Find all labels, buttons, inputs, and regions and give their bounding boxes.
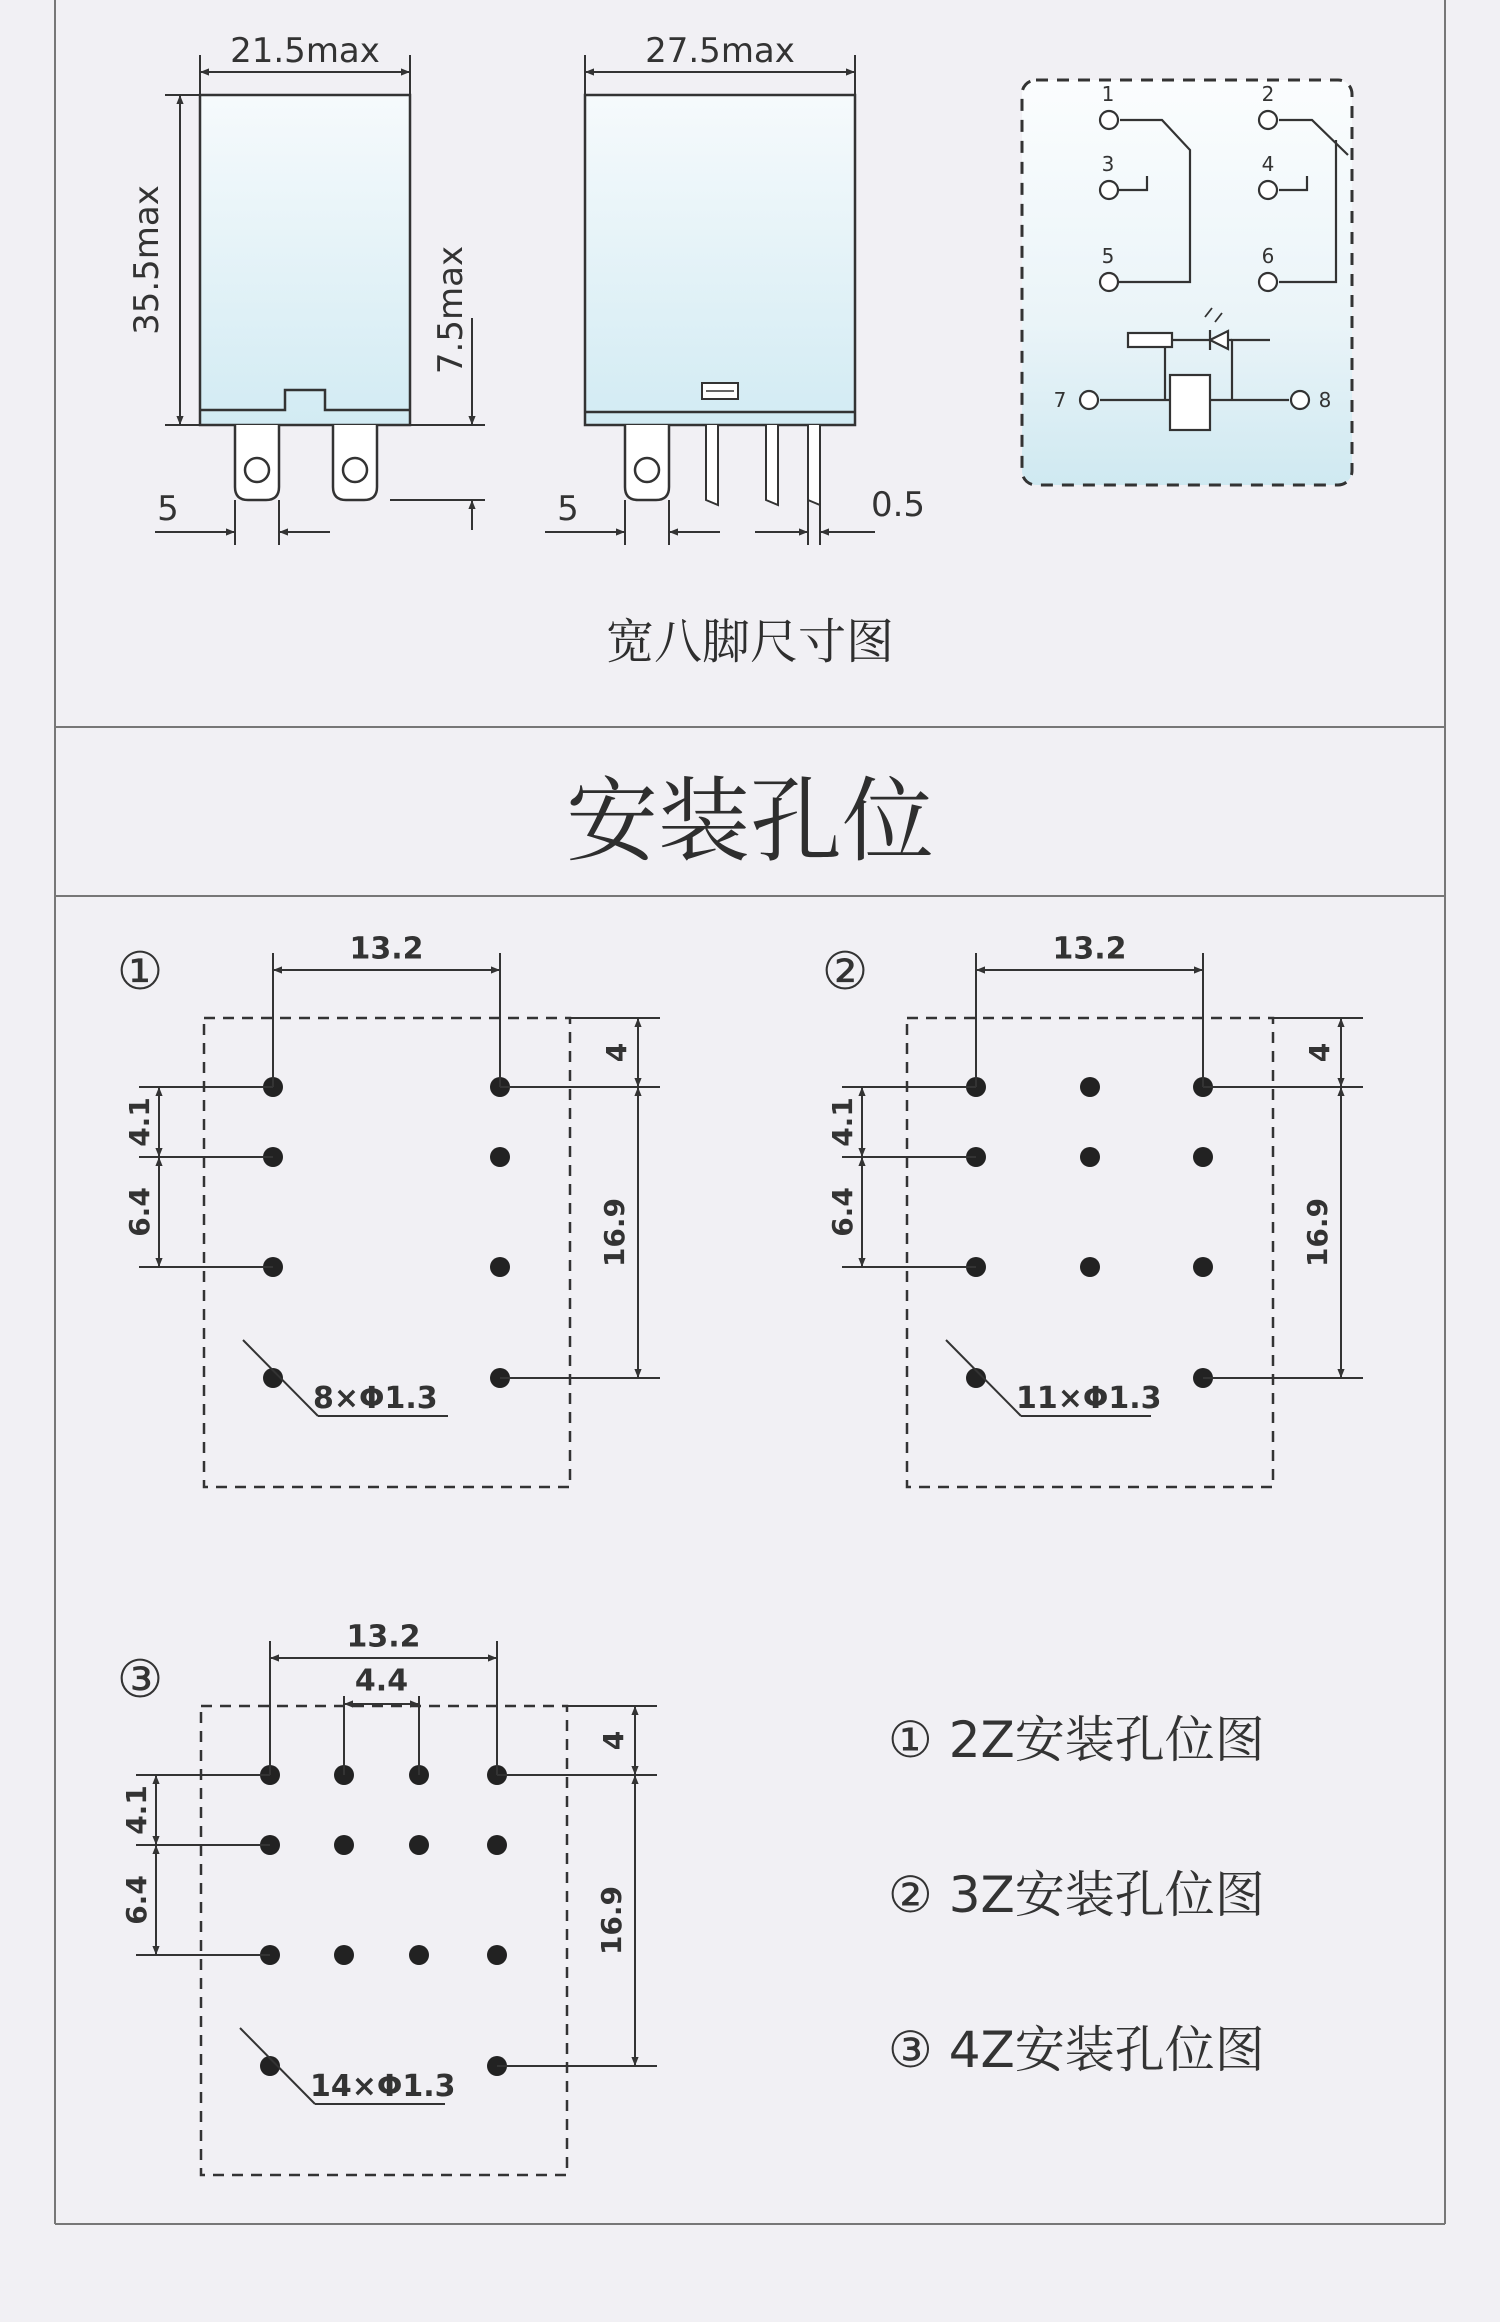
hole-spec-label: 14×Φ1.3	[310, 2069, 456, 2104]
dim-row-gap-2-label: 6.4	[120, 1875, 153, 1925]
dim-top-offset-label: 4	[600, 1042, 633, 1063]
legend-marker: ①	[888, 1711, 933, 1769]
dim-row-gap-1-label: 4.1	[123, 1097, 156, 1147]
terminal-5: 5	[1101, 244, 1115, 268]
dim-row-gap-1-label: 4.1	[120, 1785, 153, 1835]
hole-spec-label: 8×Φ1.3	[313, 1381, 438, 1416]
front-width-label: 21.5max	[230, 31, 380, 71]
dim-height-label: 16.9	[598, 1197, 631, 1268]
terminal-3: 3	[1101, 152, 1115, 176]
legend-item-2z	[888, 1700, 1265, 1855]
side-pin-thickness-label: 0.5	[870, 485, 926, 525]
terminal-2: 2	[1261, 82, 1275, 106]
dim-width-label: 13.2	[1052, 931, 1127, 967]
mount-diagram-3	[117, 1620, 657, 2176]
mount-diagram-1	[117, 932, 660, 1488]
dim-top-offset-label: 4	[1303, 1042, 1336, 1063]
mount-hole	[334, 1945, 354, 1965]
terminal-1: 1	[1101, 82, 1115, 106]
mount-section-title: 安装孔位	[565, 768, 934, 875]
dim-top-offset-label: 4	[597, 1730, 630, 1751]
mount-hole	[1193, 1147, 1213, 1167]
dim-height-label: 16.9	[1301, 1197, 1334, 1268]
dim-row-gap-2-label: 6.4	[123, 1187, 156, 1237]
mount-marker: ①	[116, 942, 164, 1002]
side-depth-label: 27.5max	[645, 31, 795, 71]
front-pin-spacing-label: 5	[157, 489, 179, 529]
mount-diagram-2	[822, 932, 1363, 1488]
terminal-4: 4	[1261, 152, 1275, 176]
dim-row-gap-1-label: 4.1	[826, 1097, 859, 1147]
mount-hole	[487, 1945, 507, 1965]
front-pin-left	[235, 425, 279, 500]
front-pin-right	[333, 425, 377, 500]
dimension-drawing-caption: 宽八脚尺寸图	[605, 614, 894, 670]
hole-spec-leader	[240, 2028, 315, 2104]
hole-spec-label: 11×Φ1.3	[1016, 1381, 1162, 1416]
mount-hole	[334, 1835, 354, 1855]
side-pin-thin	[706, 425, 820, 505]
hole-spec-leader	[243, 1340, 318, 1416]
mount-hole	[1080, 1077, 1100, 1097]
mount-marker: ③	[116, 1650, 164, 1710]
mount-hole	[409, 1835, 429, 1855]
side-pin-spacing-label: 5	[557, 489, 579, 529]
relay-side-view	[585, 95, 855, 505]
terminal-6: 6	[1261, 244, 1275, 268]
terminal-7: 7	[1053, 388, 1067, 412]
relay-front-view	[200, 95, 410, 500]
mount-legend	[888, 1700, 1265, 2165]
mount-hole	[409, 1945, 429, 1965]
dim-height-label: 16.9	[595, 1885, 628, 1956]
legend-label: 2Z安装孔位图	[948, 1711, 1265, 1769]
dim-width-label: 13.2	[349, 931, 424, 967]
legend-item-3z	[888, 1855, 1265, 2010]
mount-hole	[1080, 1257, 1100, 1277]
mount-hole	[1080, 1147, 1100, 1167]
legend-item-4z	[888, 2010, 1265, 2165]
dim-inner-width-label: 4.4	[354, 1663, 409, 1699]
mount-hole	[487, 1835, 507, 1855]
mount-hole	[1193, 1257, 1213, 1277]
dim-width-label: 13.2	[346, 1619, 421, 1655]
legend-label: 3Z安装孔位图	[948, 1866, 1265, 1924]
relay-schematic	[1022, 80, 1352, 485]
mount-hole	[490, 1147, 510, 1167]
mount-marker: ②	[821, 942, 869, 1002]
legend-marker: ③	[888, 2021, 933, 2079]
mount-hole	[490, 1257, 510, 1277]
legend-marker: ②	[888, 1866, 933, 1924]
hole-spec-leader	[946, 1340, 1021, 1416]
front-pin-length-label: 7.5max	[431, 245, 471, 375]
side-pin-tab	[625, 425, 669, 500]
legend-label: 4Z安装孔位图	[948, 2021, 1265, 2079]
front-height-label: 35.5max	[127, 185, 167, 335]
terminal-8: 8	[1318, 388, 1332, 412]
dim-row-gap-2-label: 6.4	[826, 1187, 859, 1237]
